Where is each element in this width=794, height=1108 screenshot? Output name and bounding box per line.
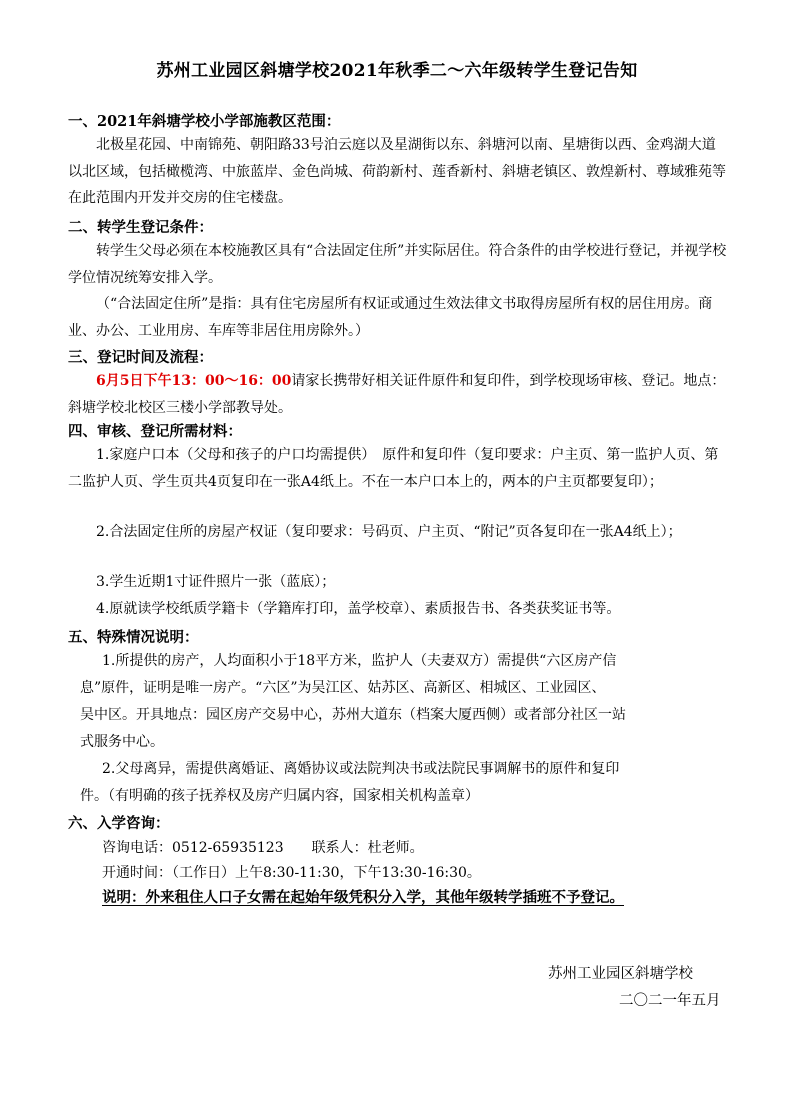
signature-school: 苏州工业园区斜塘学校 (548, 966, 693, 982)
special-item-2-line-2: 件。（有明确的孩子抚养权及房产归属内容，国家相关机构盖章） (80, 788, 479, 804)
registration-details: 请家长携带好相关证件原件和复印件，到学校现场审核、登记。地点：斜塘学校北校区三楼小学部教导处。 (68, 373, 726, 416)
registration-time: 6月5日下午13：00～16：00 (96, 373, 292, 389)
section-6-heading: 六、入学咨询： (68, 815, 170, 832)
important-note: 说明：外来租住人口子女需在起始年级凭积分入学，其他年级转学插班不予登记。 (102, 889, 624, 906)
section-2-paragraph-1: 转学生父母必须在本校施教区具有“合法固定住所”并实际居住。符合条件的由学校进行登记，并视学校学位情况统筹安排入学。 (68, 243, 727, 286)
special-item-1-line-4: 式服务中心。 (80, 734, 164, 750)
consult-phone: 咨询电话：0512-65935123 联系人：杜老师。 (102, 840, 424, 856)
signature-date: 二〇二一年五月 (619, 993, 721, 1009)
section-3-heading: 三、登记时间及流程： (68, 349, 213, 366)
page-title: 苏州工业园区斜塘学校2021年秋季二～六年级转学生登记告知 (156, 61, 638, 81)
material-item-1: 1.家庭户口本（父母和孩子的户口均需提供） 原件和复印件（复印要求：户主页、第一监护人页、第二监护人页、学生页共4页复印在一张A4纸上。不在一本户口本上的，两本的户主页都要复印）； (68, 447, 719, 490)
section-3-body (68, 368, 728, 421)
consult-hours: 开通时间：（工作日）上午8:30-11:30，下午13:30-16:30。 (102, 865, 481, 881)
material-item-2: 2.合法固定住所的房屋产权证（复印要求：号码页、户主页、“附记”页各复印在一张A4纸上）； (96, 524, 682, 540)
section-4-heading: 四、审核、登记所需材料： (68, 423, 242, 440)
special-item-1-line-3: 吴中区。开具地点：园区房产交易中心，苏州大道东（档案大厦西侧）或者部分社区一站 (80, 707, 626, 723)
section-5-heading: 五、特殊情况说明： (68, 629, 199, 646)
special-item-2-line-1: 2.父母离异，需提供离婚证、离婚协议或法院判决书或法院民事调解书的原件和复印 (102, 761, 620, 777)
material-item-3: 3.学生近期1寸证件照片一张（蓝底）； (96, 574, 336, 590)
section-1-heading: 一、2021年斜塘学校小学部施教区范围： (68, 113, 341, 130)
special-item-1-line-2: 息”原件，证明是唯一房产。“六区”为吴江区、姑苏区、高新区、相城区、工业园区、 (80, 680, 606, 696)
section-1-body: 北极星花园、中南锦苑、朝阳路33号泊云庭以及星湖街以东、斜塘河以南、星塘街以西、金鸡湖大道以北区域，包括橄榄湾、中旅蓝岸、金色尚城、荷韵新村、莲香新村、斜塘老镇区、敦煌新村、尊域雅苑等在此范围内开发并交房的住宅楼盘。 (68, 137, 726, 206)
section-2-heading: 二、转学生登记条件： (68, 219, 213, 236)
section-2-paragraph-2: （“合法固定住所”是指：具有住宅房屋所有权证或通过生效法律文书取得房屋所有权的居住用房。商业、办公、工业用房、车库等非居住用房除外。） (68, 296, 713, 339)
material-item-4: 4.原就读学校纸质学籍卡（学籍库打印，盖学校章）、素质报告书、各类获奖证书等。 (96, 601, 621, 617)
special-item-1-line-1: 1.所提供的房产，人均面积小于18平方米，监护人（夫妻双方）需提供“六区房产信 (102, 653, 617, 669)
